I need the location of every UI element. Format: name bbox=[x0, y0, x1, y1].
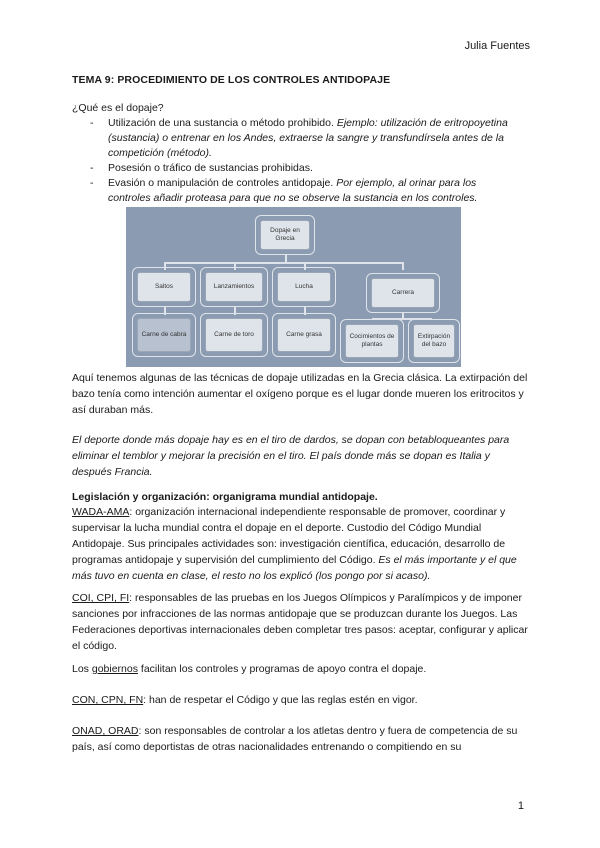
diagram-node-carne-toro: Carne de toro bbox=[205, 318, 263, 352]
diagram-node-bazo: Extirpación del bazo bbox=[413, 324, 455, 358]
paragraph-con: CON, CPN, FN: han de respetar el Código y que las reglas estén en vigor. bbox=[72, 694, 418, 706]
paragraph-grecia: Aquí tenemos algunas de las técnicas de dopaje utilizadas en la Grecia clásica. La extirpación del bazo tenía como intención aumentar el oxígeno porque es el lugar donde mueren los eritrocitos y así duraban más. bbox=[72, 372, 528, 416]
term-gobiernos: gobiernos bbox=[91, 663, 138, 675]
diagram-node-lucha: Lucha bbox=[277, 272, 331, 302]
term-con: CON, CPN, FN bbox=[72, 694, 144, 706]
list-item: - Evasión o manipulación de controles antidopaje. Por ejemplo, al orinar para los controles añadir proteasa para que no se observe la sustancia en los controles. bbox=[90, 176, 510, 206]
paragraph-onad: ONAD, ORAD: son responsables de controlar a los atletas dentro y fuera de competencia de su país, así como deportistas de otras nacionalidades entrenando o compitiendo en su bbox=[72, 725, 518, 753]
page-title: TEMA 9: PROCEDIMIENTO DE LOS CONTROLES ANTIDOPAJE bbox=[72, 74, 391, 86]
paragraph-coi: COI, CPI, FI: responsables de las pruebas en los Juegos Olímpicos y Paralímpicos y de imponer sanciones por infracciones de las normas antidopaje que se produzcan durante los Juegos. Las Federaciones deportivas internacionales deben completar tres pasos: aceptar, configurar y aplicar el código. bbox=[72, 592, 528, 652]
term-onad: ONAD, ORAD bbox=[72, 725, 139, 737]
question-heading: ¿Qué es el dopaje? bbox=[72, 102, 164, 114]
diagram-node-cocimientos: Cocimientos de plantas bbox=[345, 324, 399, 358]
page-number: 1 bbox=[517, 800, 524, 812]
paragraph-wada: WADA-AMA: organización internacional independiente responsable de promover, coordinar y supervisar la lucha mundial contra el dopaje en el deporte. Custodio del Código Mundial Antidopaje. Sus principales actividades son: investigación científica, educación, desarrollo de programas antidopaje y supervisión del cumplimiento del Código. Es el más importante y el que más tuvo en cuenta en clase, el resto no los explicó (los pongo por si acaso). bbox=[72, 506, 517, 582]
dopaje-definition-list bbox=[90, 116, 510, 206]
paragraph-gobiernos: Los gobiernos facilitan los controles y programas de apoyo contra el dopaje. bbox=[72, 663, 427, 675]
diagram-node-carne-cabra: Carne de cabra bbox=[137, 318, 191, 352]
diagram-node-lanzamientos: Lanzamientos bbox=[205, 272, 263, 302]
diagram-node-carrera: Carrera bbox=[371, 278, 435, 308]
section-heading: Legislación y organización: organigrama mundial antidopaje. bbox=[72, 491, 378, 503]
list-item: - Utilización de una sustancia o método prohibido. Ejemplo: utilización de eritropoyetina (sustancia) o entrenar en los Andes, extraerse la sangre y transfundírsela antes de la competición (método). bbox=[90, 116, 510, 161]
list-item: - Posesión o tráfico de sustancias prohibidas. bbox=[90, 161, 510, 176]
author-name: Julia Fuentes bbox=[464, 40, 530, 52]
term-coi: COI, CPI, FI bbox=[72, 592, 130, 604]
diagram-node-carne-grasa: Carne grasa bbox=[277, 318, 331, 352]
dopaje-grecia-diagram bbox=[126, 207, 461, 367]
paragraph-dardos: El deporte donde más dopaje hay es en el tiro de dardos, se dopan con betabloqueantes para eliminar el temblor y mejorar la precisión en el tiro. El país donde más se dopan es Italia y después Francia. bbox=[72, 434, 510, 478]
diagram-node-saltos: Saltos bbox=[137, 272, 191, 302]
term-wada: WADA-AMA bbox=[72, 506, 130, 518]
diagram-root-node: Dopaje en Grecia bbox=[260, 220, 310, 250]
